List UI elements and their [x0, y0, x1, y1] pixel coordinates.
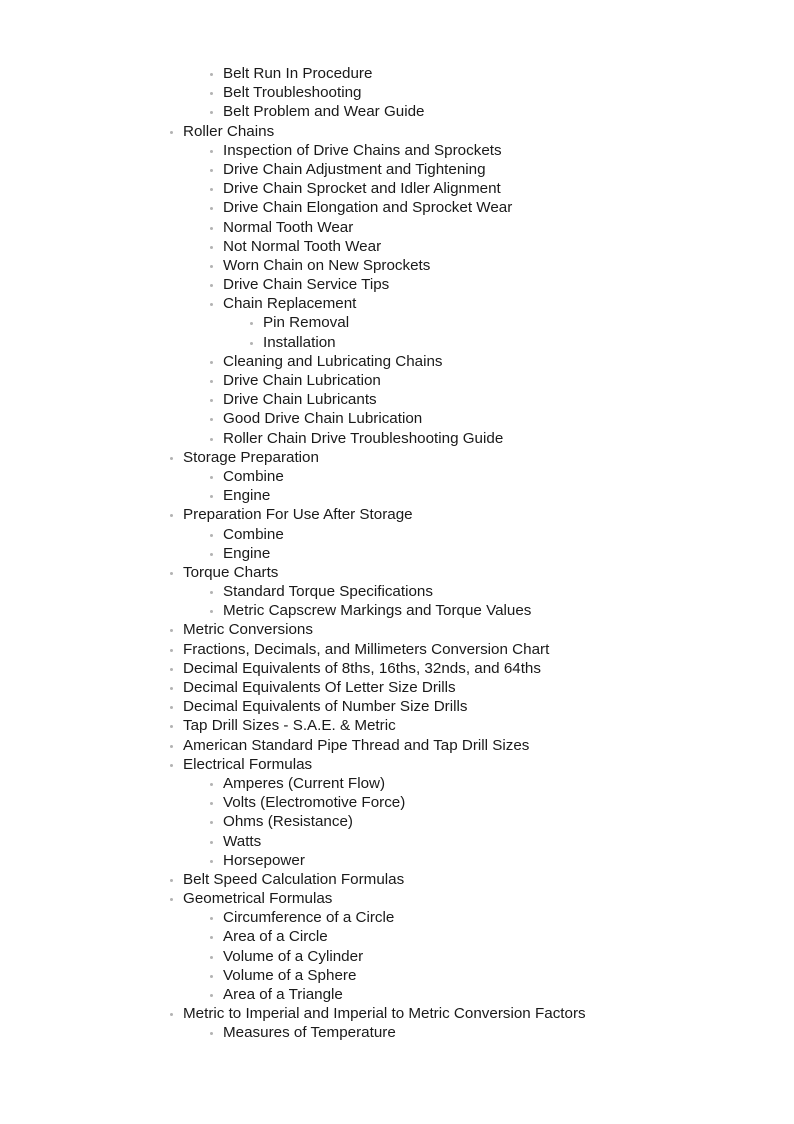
- toc-entry-label: Roller Chains: [183, 122, 275, 140]
- bullet-icon: [210, 399, 213, 402]
- bullet-icon: [210, 246, 213, 249]
- bullet-icon: [170, 764, 173, 767]
- bullet-icon: [170, 649, 173, 652]
- toc-entry-label: Belt Run In Procedure: [223, 65, 373, 82]
- toc-entry-label: Roller Chain Drive Troubleshooting Guide: [223, 429, 504, 447]
- toc-entry-label: Normal Tooth Wear: [223, 218, 354, 236]
- toc-entry-label: Cleaning and Lubricating Chains: [223, 352, 443, 370]
- bullet-icon: [210, 821, 213, 824]
- bullet-icon: [170, 879, 173, 882]
- toc-entry-label: Volts (Electromotive Force): [223, 794, 406, 812]
- toc-entry-label: Ohms (Resistance): [223, 813, 353, 831]
- toc-entry-label: Watts: [223, 832, 262, 850]
- bullet-icon: [170, 1013, 173, 1016]
- bullet-icon: [170, 745, 173, 748]
- toc-entry-label: Preparation For Use After Storage: [183, 506, 413, 524]
- toc-entry-label: Metric to Imperial and Imperial to Metric Conversion Factors: [183, 1005, 586, 1023]
- bullet-icon: [210, 169, 213, 172]
- bullet-icon: [210, 438, 213, 441]
- bullet-icon: [170, 514, 173, 517]
- toc-entry-label: Torque Charts: [183, 563, 279, 581]
- bullet-icon: [210, 956, 213, 959]
- bullet-icon: [210, 207, 213, 210]
- toc-entry-label: Combine: [223, 525, 284, 543]
- toc-entry-label: Measures of Temperature: [223, 1024, 396, 1042]
- bullet-icon: [210, 303, 213, 306]
- bullet-icon: [210, 495, 213, 498]
- toc-entry-label: American Standard Pipe Thread and Tap Drill Sizes: [183, 736, 530, 754]
- toc-entry-label: Drive Chain Service Tips: [223, 276, 390, 294]
- toc-entry-label: Drive Chain Sprocket and Idler Alignment: [223, 180, 501, 198]
- toc-entry-label: Area of a Triangle: [223, 986, 343, 1003]
- toc-entry-label: Tap Drill Sizes - S.A.E. & Metric: [183, 717, 396, 735]
- bullet-icon: [170, 629, 173, 632]
- toc-entry-label: Drive Chain Lubrication: [223, 372, 381, 389]
- toc-entry-label: Worn Chain on New Sprockets: [223, 256, 431, 274]
- toc-entry-label: Amperes (Current Flow): [223, 774, 386, 792]
- bullet-icon: [210, 610, 213, 613]
- bullet-icon: [210, 265, 213, 268]
- bullet-icon: [170, 898, 173, 901]
- bullet-icon: [210, 418, 213, 421]
- toc-entry-label: Drive Chain Adjustment and Tightening: [223, 160, 486, 178]
- toc-entry-label: Chain Replacement: [223, 295, 357, 313]
- toc-entry-label: Engine: [223, 544, 271, 562]
- bullet-icon: [210, 841, 213, 844]
- toc-entry-label: Drive Chain Lubricants: [223, 391, 377, 409]
- bullet-icon: [170, 668, 173, 671]
- bullet-icon: [210, 111, 213, 114]
- bullet-icon: [210, 1032, 213, 1035]
- toc-entry-label: Geometrical Formulas: [183, 890, 333, 908]
- toc-entry-label: Belt Troubleshooting: [223, 84, 362, 102]
- toc-entry-label: Volume of a Cylinder: [223, 947, 364, 965]
- toc-entry-label: Storage Preparation: [183, 448, 319, 466]
- bullet-icon: [170, 706, 173, 709]
- bullet-icon: [210, 975, 213, 978]
- bullet-icon: [170, 725, 173, 728]
- bullet-icon: [170, 572, 173, 575]
- bullet-icon: [250, 322, 253, 325]
- toc-entry-label: Combine: [223, 467, 284, 485]
- bullet-icon: [170, 131, 173, 134]
- bullet-icon: [210, 802, 213, 805]
- toc-entry-label: Decimal Equivalents Of Letter Size Drills: [183, 679, 456, 696]
- toc-entry-label: Not Normal Tooth Wear: [223, 237, 382, 255]
- bullet-icon: [210, 476, 213, 479]
- toc-entry-label: Metric Conversions: [183, 621, 313, 639]
- toc-entry-label: Belt Speed Calculation Formulas: [183, 870, 405, 888]
- toc-entry-label: Belt Problem and Wear Guide: [223, 103, 425, 121]
- bullet-icon: [210, 860, 213, 863]
- bullet-icon: [210, 188, 213, 191]
- bullet-icon: [210, 380, 213, 383]
- toc-entry-label: Volume of a Sphere: [223, 966, 357, 984]
- bullet-icon: [210, 150, 213, 153]
- toc-entry-label: Standard Torque Specifications: [223, 583, 433, 601]
- toc-entry-label: Horsepower: [223, 851, 305, 869]
- bullet-icon: [210, 553, 213, 556]
- bullet-icon: [210, 917, 213, 920]
- toc-entry-label: Installation: [263, 333, 336, 351]
- toc-entry-label: Electrical Formulas: [183, 755, 313, 773]
- toc-entry-label: Decimal Equivalents of Number Size Drills: [183, 698, 468, 716]
- bullet-icon: [210, 361, 213, 364]
- bullet-icon: [170, 687, 173, 690]
- bullet-icon: [210, 92, 213, 95]
- bullet-icon: [210, 994, 213, 997]
- bullet-icon: [210, 73, 213, 76]
- toc-entry-label: Inspection of Drive Chains and Sprockets: [223, 141, 502, 159]
- toc-entry-label: Pin Removal: [263, 314, 350, 332]
- toc-entry-label: Area of a Circle: [223, 928, 328, 946]
- bullet-icon: [210, 227, 213, 230]
- bullet-icon: [210, 284, 213, 287]
- toc-entry-label: Drive Chain Elongation and Sprocket Wear: [223, 199, 513, 217]
- toc-entry-label: Metric Capscrew Markings and Torque Values: [223, 602, 532, 620]
- bullet-icon: [250, 342, 253, 345]
- toc-entry-label: Good Drive Chain Lubrication: [223, 410, 423, 428]
- bullet-icon: [210, 534, 213, 537]
- toc-entry-label: Circumference of a Circle: [223, 909, 395, 927]
- toc-entry-label: Decimal Equivalents of 8ths, 16ths, 32nds, and 64ths: [183, 659, 541, 677]
- toc-entry-label: Engine: [223, 487, 271, 505]
- bullet-icon: [210, 783, 213, 786]
- toc-entry-label: Fractions, Decimals, and Millimeters Conversion Chart: [183, 640, 550, 658]
- bullet-icon: [210, 591, 213, 594]
- bullet-icon: [210, 936, 213, 939]
- bullet-icon: [170, 457, 173, 460]
